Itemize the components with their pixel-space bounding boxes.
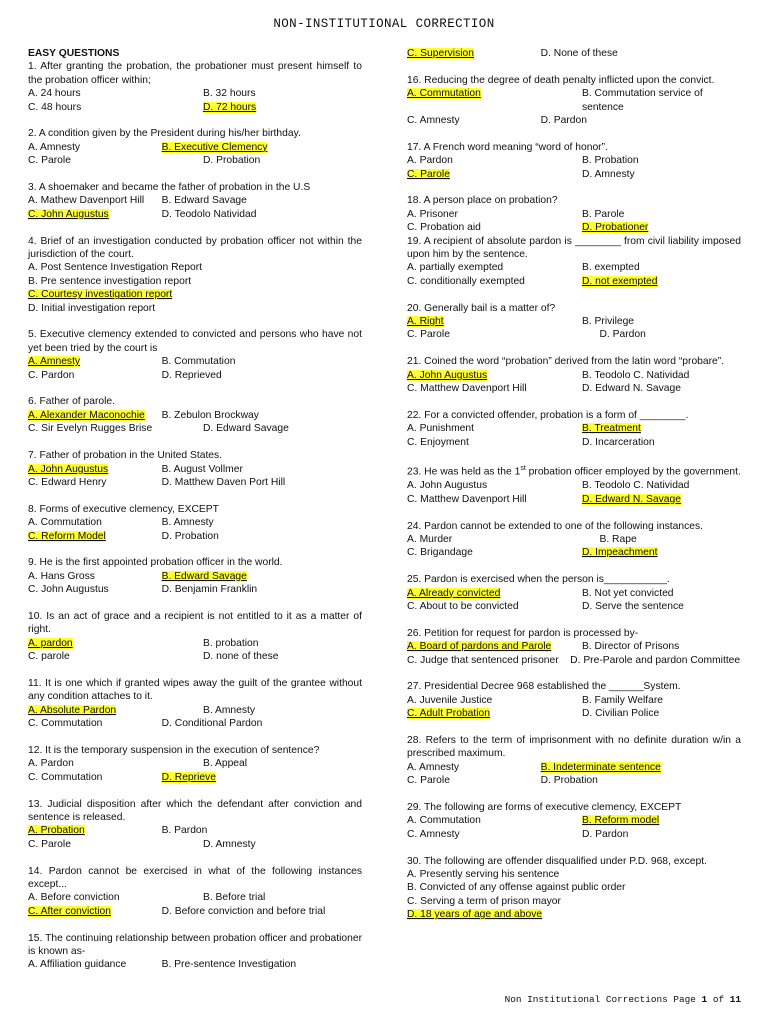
option-b: B. Teodolo C. Natividad xyxy=(581,369,690,381)
left-column xyxy=(28,47,362,972)
question-text: 19. A recipient of absolute pardon is ________ from civil liability imposed upon him by the sentence. xyxy=(407,235,741,261)
option-d: D. Conditional Pardon xyxy=(161,718,263,730)
option-b: B. Director of Prisons xyxy=(581,641,680,653)
option-b: B. Not yet convicted xyxy=(581,587,674,599)
answer-option-a: A. John Augustus xyxy=(407,369,488,381)
option-b: B. Privilege xyxy=(581,316,635,328)
option-b: B. exempted xyxy=(581,262,640,274)
option-b: B. Convicted of any offense against public order xyxy=(407,882,626,894)
question-text: 12. It is the temporary suspension in the execution of sentence? xyxy=(28,744,320,756)
answer-option-b: B. Executive Clemency xyxy=(161,141,268,153)
option-c: C. Parole xyxy=(28,155,71,167)
option-d: D. Pardon xyxy=(599,329,646,341)
option-d: D. Incarceration xyxy=(581,436,655,448)
option-a: A. Prisoner xyxy=(407,208,458,220)
question-3 xyxy=(28,181,362,221)
option-d: D. Teodolo Natividad xyxy=(161,208,257,220)
option-b: B. Family Welfare xyxy=(581,694,664,706)
option-a: A. Commutation xyxy=(407,815,481,827)
question-text: 9. He is the first appointed probation officer in the world. xyxy=(28,557,283,569)
question-text: 30. The following are offender disqualified under P.D. 968, except. xyxy=(407,855,707,867)
answer-option-a: A. pardon xyxy=(28,637,73,649)
option-b: B. Zebulon Brockway xyxy=(161,409,259,421)
option-c: C. Matthew Davenport Hill xyxy=(407,493,527,505)
option-c: C. conditionally exempted xyxy=(407,275,525,287)
question-21 xyxy=(407,355,741,395)
page-number: 1 xyxy=(701,994,708,1005)
answer-option-d: D. Impeachment xyxy=(581,547,658,559)
answer-option-d: D. Edward N. Savage xyxy=(581,493,681,505)
question-10 xyxy=(28,610,362,664)
question-8 xyxy=(28,503,362,543)
option-d: D. Probation xyxy=(540,775,598,787)
question-text: 8. Forms of executive clemency, EXCEPT xyxy=(28,503,219,515)
option-b: B. Pre-sentence Investigation xyxy=(161,959,297,971)
option-a: A. Commutation xyxy=(28,517,102,529)
question-text: 2. A condition given by the President during his/her birthday. xyxy=(28,128,301,140)
question-text: 11. It is one which if granted wipes away the guilt of the grantee without any condition attaches to it. xyxy=(28,677,362,703)
answer-option-d: D. not exempted xyxy=(581,275,658,287)
question-text: 5. Executive clemency extended to convicted and persons who have not yet been tried by the court is xyxy=(28,329,362,354)
option-d: D. Probation xyxy=(202,155,261,167)
question-2 xyxy=(28,127,362,167)
question-text: 25. Pardon is exercised when the person is___________. xyxy=(407,574,670,586)
question-text: 26. Petition for request for pardon is processed by- xyxy=(407,627,639,639)
question-16 xyxy=(407,74,741,128)
option-a: A. Hans Gross xyxy=(28,570,95,582)
option-c: C. Commutation xyxy=(28,771,103,783)
question-text: 1. After granting the probation, the probationer must present himself to the probation officer within; xyxy=(28,61,362,86)
option-a: A. Murder xyxy=(407,533,453,545)
question-text: 18. A person place on probation? xyxy=(407,195,558,207)
option-d: D. Serve the sentence xyxy=(581,600,684,612)
question-26 xyxy=(407,627,741,667)
question-13 xyxy=(28,798,362,852)
option-b: B. Commutation service of sentence xyxy=(581,88,703,113)
option-d: D. Before conviction and before trial xyxy=(161,905,326,917)
answer-option-a: A. Alexander Maconochie xyxy=(28,409,145,421)
option-d: D. Benjamin Franklin xyxy=(161,584,258,596)
option-d: D. Edward Savage xyxy=(202,423,289,435)
option-b: B. Edward Savage xyxy=(161,195,247,207)
option-d: D. none of these xyxy=(202,651,279,663)
option-a: A. Mathew Davenport Hill xyxy=(28,195,145,207)
option-c: C. Probation aid xyxy=(407,222,481,234)
option-d: D. Pardon xyxy=(540,115,587,127)
option-b: B. Pardon xyxy=(161,825,208,837)
question-text: 15. The continuing relationship between probation officer and probationer is known as- xyxy=(28,932,362,957)
question-15 xyxy=(28,932,362,972)
option-b: B. Probation xyxy=(581,155,639,167)
question-28 xyxy=(407,734,741,788)
answer-option-d: D. Probationer xyxy=(581,222,649,234)
question-text: 16. Reducing the degree of death penalty inflicted upon the convict. xyxy=(407,74,715,86)
answer-option-c: C. Courtesy investigation report xyxy=(28,289,173,301)
right-column xyxy=(407,47,741,922)
question-19 xyxy=(407,235,741,289)
option-b: B. Parole xyxy=(581,208,625,220)
option-a: A. Juvenile Justice xyxy=(407,694,493,706)
footer-label: Non Institutional Corrections Page xyxy=(504,994,696,1005)
answer-option-a: A. Absolute Pardon xyxy=(28,704,117,716)
answer-option-c: C. After conviction xyxy=(28,905,111,917)
question-text: 14. Pardon cannot be exercised in what of the following instances except... xyxy=(28,865,362,890)
answer-option-d: D. Reprieve xyxy=(161,771,216,783)
footer-of: of xyxy=(712,994,725,1005)
question-29 xyxy=(407,801,741,841)
question-text: 10. Is an act of grace and a recipient is not entitled to it as a matter of right. xyxy=(28,610,362,636)
page-total: 11 xyxy=(729,994,741,1005)
question-22 xyxy=(407,409,741,449)
question-11 xyxy=(28,677,362,731)
option-d: D. Amnesty xyxy=(581,168,635,180)
answer-option-a: A. Already convicted xyxy=(407,587,501,599)
question-25 xyxy=(407,573,741,613)
option-c: C. Parole xyxy=(407,775,450,787)
option-a: A. Presently serving his sentence xyxy=(407,868,560,880)
option-c: C. 48 hours xyxy=(28,101,82,113)
option-c: C. John Augustus xyxy=(28,584,109,596)
question-text: 29. The following are forms of executive clemency, EXCEPT xyxy=(407,801,682,813)
section-header: EASY QUESTIONS xyxy=(28,48,120,59)
option-a: A. Post Sentence Investigation Report xyxy=(28,262,203,274)
question-text: 13. Judicial disposition after which the defendant after conviction and sentence is released. xyxy=(28,798,362,823)
answer-option-c: C. Supervision xyxy=(407,48,474,59)
question-17 xyxy=(407,141,741,181)
option-d: D. Pardon xyxy=(581,828,629,840)
option-d: D. Civilian Police xyxy=(581,708,660,720)
option-c: C. Serving a term of prison mayor xyxy=(407,895,561,907)
option-a: A. partially exempted xyxy=(407,262,504,274)
question-23 xyxy=(407,462,741,506)
question-text: 6. Father of parole. xyxy=(28,396,116,408)
option-b: B. August Vollmer xyxy=(161,463,243,475)
answer-option-d: D. 72 hours xyxy=(202,101,257,113)
option-b: B. Appeal xyxy=(202,758,248,770)
option-b: B. Amnesty xyxy=(202,704,256,716)
option-c: C. Amnesty xyxy=(407,828,460,840)
answer-option-c: C. Reform Model xyxy=(28,530,106,542)
option-a: A. 24 hours xyxy=(28,88,81,100)
question-1 xyxy=(28,60,362,114)
answer-option-b: B. Indeterminate sentence xyxy=(540,761,661,773)
option-c: C. Amnesty xyxy=(407,115,460,127)
question-24 xyxy=(407,520,741,560)
option-d: D. Pre-Parole and pardon Committee xyxy=(570,654,741,666)
option-c: C. Judge that sentenced prisoner xyxy=(407,654,559,666)
option-a: A. Amnesty xyxy=(407,761,460,773)
option-c: C. Sir Evelyn Rugges Brise xyxy=(28,423,153,435)
question-text: 20. Generally bail is a matter of? xyxy=(407,302,556,314)
answer-option-b: B. Reform model xyxy=(581,815,660,827)
option-d: D. Edward N. Savage xyxy=(581,383,681,395)
option-d: D. None of these xyxy=(540,48,618,59)
answer-option-d: D. 18 years of age and above xyxy=(407,909,543,921)
question-text: 4. Brief of an investigation conducted by probation officer not within the jurisdiction of the court. xyxy=(28,235,362,261)
option-b: B. Amnesty xyxy=(161,517,214,529)
option-a: A. Before conviction xyxy=(28,892,120,904)
option-c: C. Parole xyxy=(28,838,71,850)
question-text: 28. Refers to the term of imprisonment with no definite duration w/in a prescribed maximum. xyxy=(407,734,741,760)
option-c: C. parole xyxy=(28,651,70,663)
question-text: 27. Presidential Decree 968 established the ______System. xyxy=(407,681,681,693)
option-b: B. 32 hours xyxy=(202,88,256,100)
option-b: B. probation xyxy=(202,637,259,649)
option-c: C. Brigandage xyxy=(407,547,473,559)
answer-option-a: A. Commutation xyxy=(407,88,481,100)
option-a: A. Pardon xyxy=(407,155,453,167)
answer-option-c: C. John Augustus xyxy=(28,208,109,220)
question-5 xyxy=(28,328,362,382)
option-c: C. About to be convicted xyxy=(407,600,519,612)
question-text: 7. Father of probation in the United States. xyxy=(28,450,223,462)
document-title: NON-INSTITUTIONAL CORRECTION xyxy=(273,17,495,31)
question-15-continued xyxy=(407,47,741,60)
question-12 xyxy=(28,744,362,784)
answer-option-c: C. Parole xyxy=(407,168,450,180)
option-d: D. Initial investigation report xyxy=(28,302,156,314)
option-b: B. Commutation xyxy=(161,356,236,368)
answer-option-b: B. Edward Savage xyxy=(161,570,247,582)
question-text: 21. Coined the word “probation” derived from the latin word “probare”. xyxy=(407,356,725,368)
question-text: 24. Pardon cannot be extended to one of the following instances. xyxy=(407,520,703,532)
option-d: D. Amnesty xyxy=(202,838,256,850)
question-20 xyxy=(407,302,741,342)
question-6 xyxy=(28,395,362,435)
answer-option-a: A. John Augustus xyxy=(28,463,109,475)
question-7 xyxy=(28,449,362,489)
option-c: C. Parole xyxy=(407,329,450,341)
question-18 xyxy=(407,194,741,234)
question-9 xyxy=(28,556,362,596)
option-d: D. Matthew Daven Port Hill xyxy=(161,476,286,488)
question-text: 17. A French word meaning “word of honor”. xyxy=(407,141,608,153)
question-text: 23. He was held as the 1st probation officer employed by the government. xyxy=(407,465,741,478)
answer-option-b: B. Treatment xyxy=(581,423,641,435)
option-c: C. Matthew Davenport Hill xyxy=(407,383,527,395)
question-27 xyxy=(407,680,741,720)
option-a: A. John Augustus xyxy=(407,480,488,492)
option-c: C. Edward Henry xyxy=(28,476,107,488)
option-a: A. Punishment xyxy=(407,423,474,435)
option-b: B. Before trial xyxy=(202,892,266,904)
option-a: A. Affiliation guidance xyxy=(28,959,127,971)
question-30 xyxy=(407,855,741,922)
question-text: 3. A shoemaker and became the father of probation in the U.S xyxy=(28,182,311,194)
question-4 xyxy=(28,235,362,315)
option-b: B. Teodolo C. Natividad xyxy=(581,480,690,492)
option-c: C. Pardon xyxy=(28,369,75,381)
option-b: B. Rape xyxy=(599,533,637,545)
answer-option-a: A. Board of pardons and Parole xyxy=(407,641,552,653)
answer-option-a: A. Probation xyxy=(28,825,85,837)
answer-option-c: C. Adult Probation xyxy=(407,708,490,720)
option-b: B. Pre sentence investigation report xyxy=(28,275,192,287)
question-text: 22. For a convicted offender, probation is a form of ________. xyxy=(407,409,689,421)
option-a: A. Pardon xyxy=(28,758,74,770)
option-c: C. Enjoyment xyxy=(407,436,469,448)
page-footer xyxy=(505,994,741,1005)
answer-option-a: A. Right xyxy=(407,316,444,328)
option-c: C. Commutation xyxy=(28,718,103,730)
option-a: A. Amnesty xyxy=(28,141,81,153)
answer-option-a: A. Amnesty xyxy=(28,356,81,368)
question-14 xyxy=(28,865,362,919)
option-d: D. Reprieved xyxy=(161,369,222,381)
option-d: D. Probation xyxy=(161,530,219,542)
